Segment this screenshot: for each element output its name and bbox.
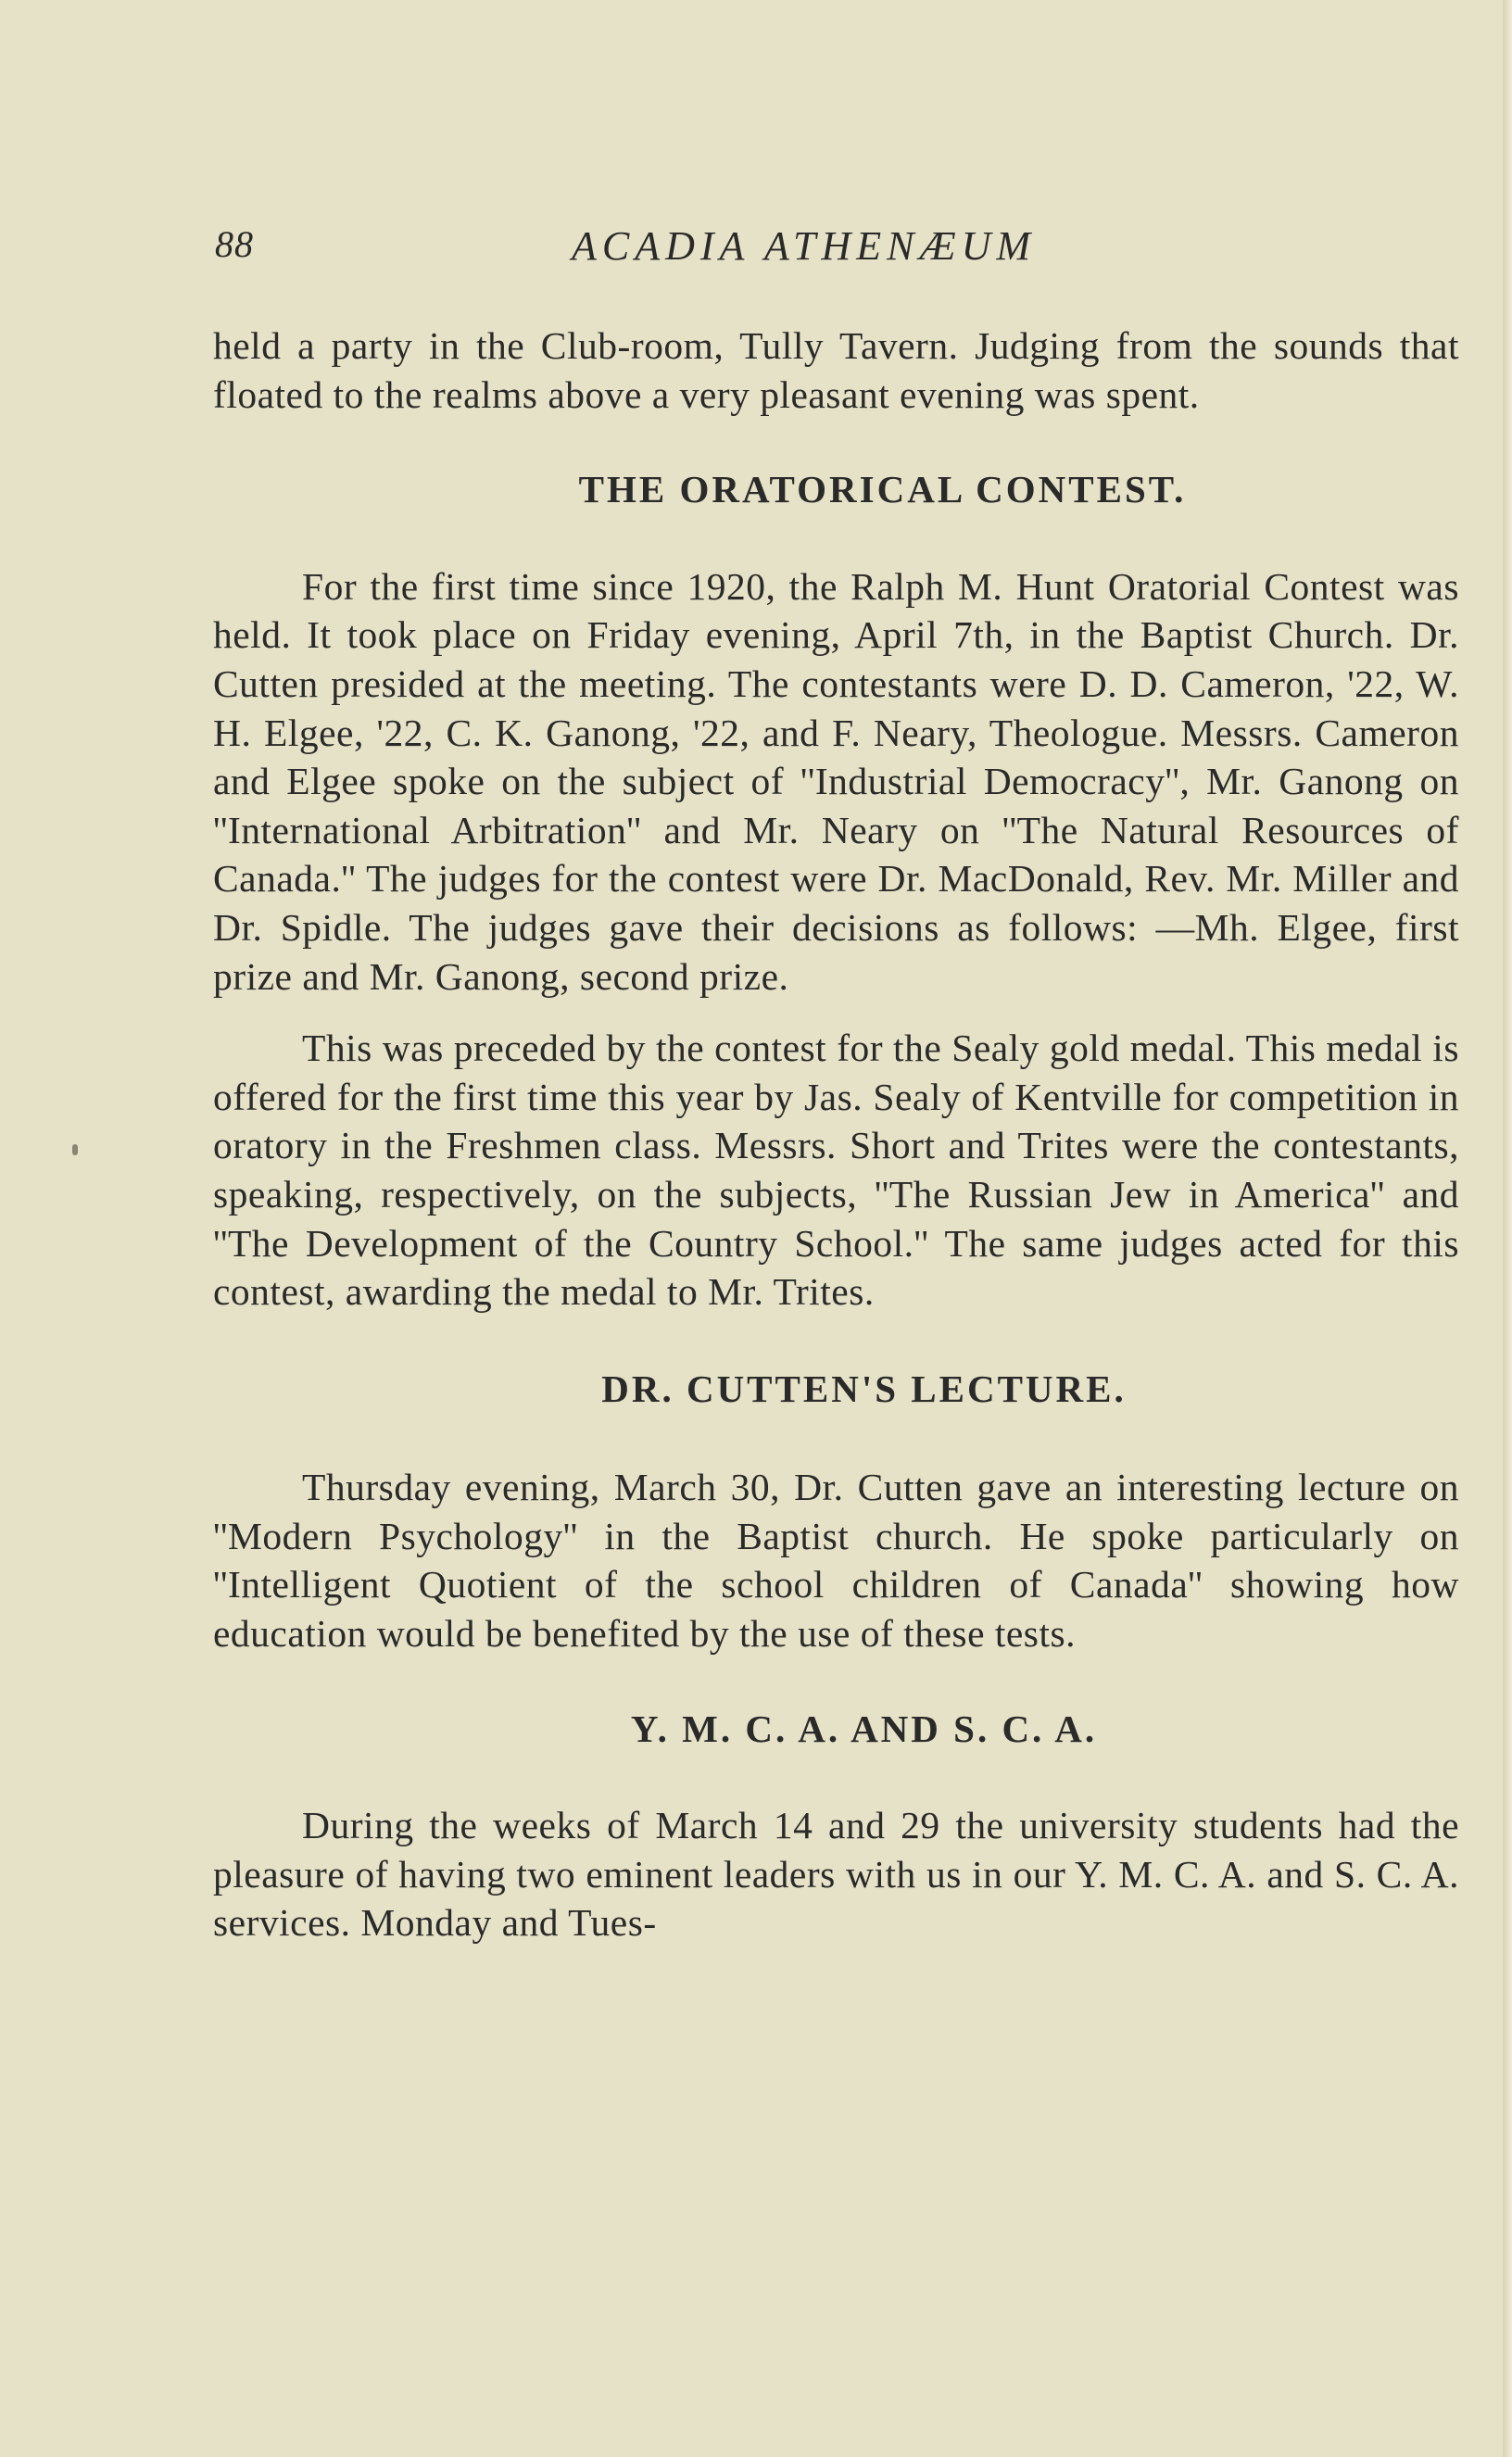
margin-speck: [72, 1144, 78, 1155]
section-heading-lecture: DR. CUTTEN'S LECTURE.: [601, 1367, 1127, 1410]
lecture-paragraph-1: Thursday evening, March 30, Dr. Cutten gave an interesting lecture on ''Modern Psychology'' in the Baptist church. He spoke particularly on ''Intelligent Quotient of the school children of Canada'' showing how education would be benefited by the use of these tests.: [213, 1466, 1459, 1656]
page-number: 88: [215, 223, 254, 265]
page-header: [215, 222, 1456, 287]
page-body: [213, 321, 1459, 1947]
oratorical-paragraph-2: This was preceded by the contest for the Sealy gold medal. This medal is offered for the first time this year by Jas. Sealy of Kentville for competition in oratory in the Freshmen class. Messrs. Short and Trites were the contestants, speaking, respectively, on the subjects, ''The Russian Jew in America'' and ''The Development of the Country School.'' The same judges acted for this contest, awarding the medal to Mr. Trites.: [213, 1027, 1459, 1314]
ymca-paragraph-1: During the weeks of March 14 and 29 the university students had the pleasure of having two eminent leaders with us in our Y. M. C. A. and S. C. A. services. Monday and Tues-: [213, 1804, 1459, 1945]
oratorical-paragraph-1: For the first time since 1920, the Ralph M. Hunt Oratorial Contest was held. It took place on Friday evening, April 7th, in the Baptist Church. Dr. Cutten presided at the meeting. The contestants were D. D. Cameron, '22, W. H. Elgee, '22, C. K. Ganong, '22, and F. Neary, Theologue. Messrs. Cameron and Elgee spoke on the subject of ''Industrial Democracy'', Mr. Ganong on ''International Arbitration'' and Mr. Neary on ''The Natural Resources of Canada.'' The judges for the contest were Dr. MacDonald, Rev. Mr. Miller and Dr. Spidle. The judges gave their decisions as follows: —Mh. Elgee, first prize and Mr. Ganong, second prize.: [213, 564, 1459, 998]
running-title: ACADIA ATHENÆUM: [572, 223, 1037, 269]
intro-paragraph: held a party in the Club-room, Tully Tavern. Judging from the sounds that floated to the realms above a very pleasant evening was spent.: [213, 324, 1459, 416]
page-edge: [1503, 0, 1512, 2457]
section-heading-ymca: Y. M. C. A. AND S. C. A.: [630, 1707, 1098, 1750]
section-heading-oratorical: THE ORATORICAL CONTEST.: [578, 468, 1187, 511]
